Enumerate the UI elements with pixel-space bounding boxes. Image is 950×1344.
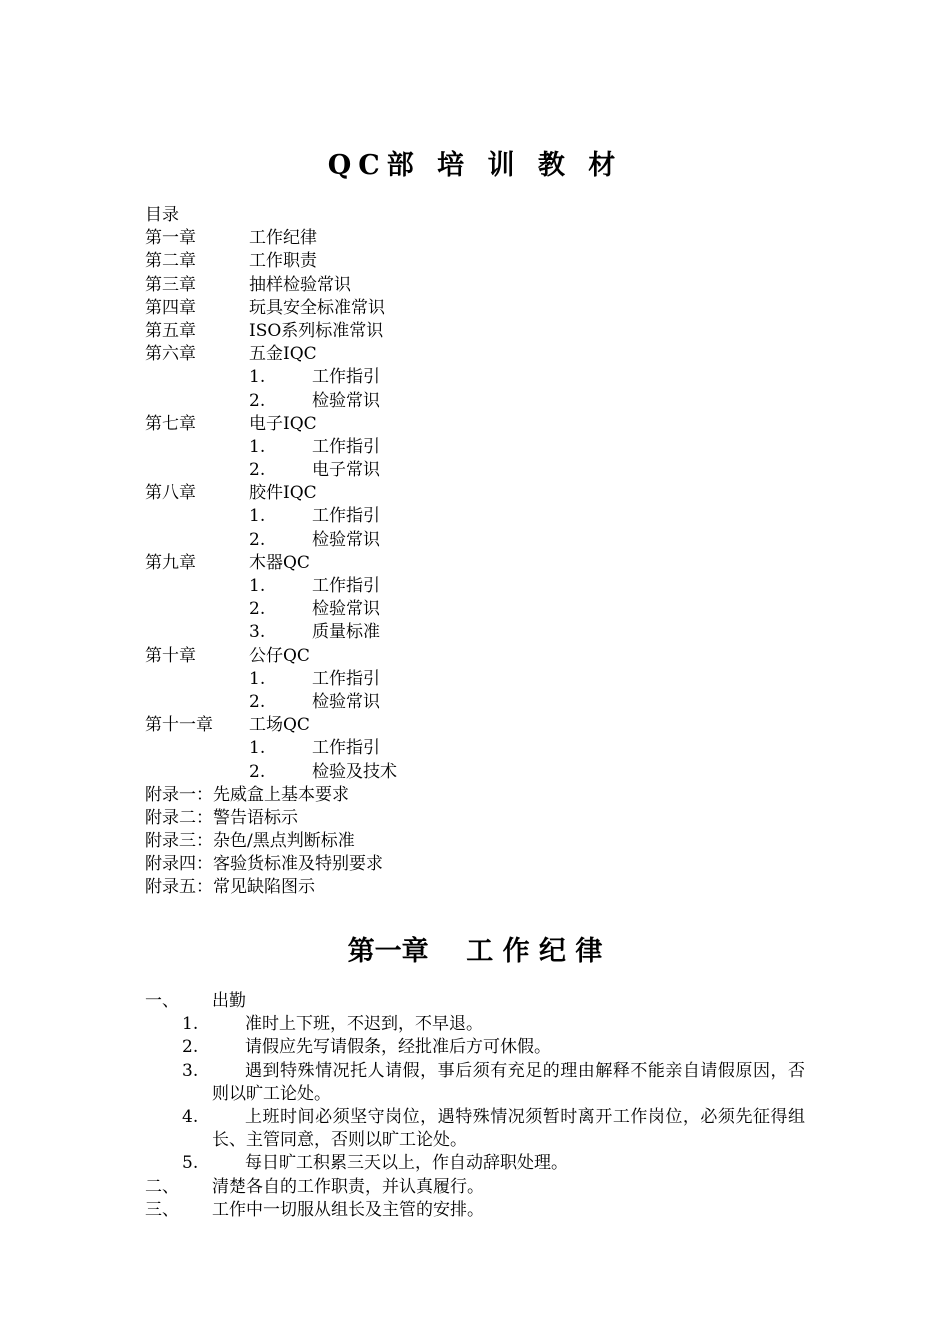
- toc-sub-title: 工作指引: [312, 738, 380, 759]
- toc-sub-number: 2.: [249, 691, 266, 712]
- toc-chapter-title: 抽样检验常识: [249, 274, 351, 295]
- section-number: 一、: [145, 991, 179, 1011]
- toc-chapter-number: 第十章: [145, 645, 196, 666]
- toc-chapter-title: 工作职责: [249, 251, 317, 272]
- toc-appendix-label: 附录四：客验货标准及特别要求: [145, 854, 383, 875]
- toc-sub-title: 检验常识: [312, 599, 380, 620]
- toc-sub-title: 检验及技术: [312, 761, 397, 782]
- rule-text: 上班时间必须坚守岗位，遇特殊情况须暂时离开工作岗位，必须先征得组长、主管同意，否则以旷工论处。: [212, 1107, 805, 1151]
- chapter-title: 第一章 工 作 纪 律: [347, 936, 603, 967]
- toc-chapter-title: 电子IQC: [249, 413, 317, 434]
- toc-chapter-number: 第六章: [145, 344, 196, 365]
- toc-chapter-number: 第九章: [145, 552, 196, 573]
- toc-chapter-title: 公仔QC: [249, 645, 310, 666]
- toc-sub-number: 2.: [249, 599, 266, 620]
- toc-chapter-title: 木器QC: [249, 552, 310, 573]
- toc-sub-title: 电子常识: [312, 460, 380, 481]
- rule-number: 2.: [182, 1037, 199, 1058]
- toc-chapter-title: 五金IQC: [249, 344, 317, 365]
- rule-item: [145, 1060, 805, 1106]
- toc-sub-title: 检验常识: [312, 529, 380, 550]
- section-item: [145, 990, 805, 1013]
- toc-sub-title: 检验常识: [312, 691, 380, 712]
- toc-sub-number: 1.: [249, 576, 266, 596]
- toc-heading-label: 目录: [145, 205, 179, 225]
- toc-appendix-label: 附录三：杂色/黑点判断标准: [145, 831, 355, 852]
- rule-number: 3.: [182, 1060, 199, 1081]
- toc-sub-number: 1.: [249, 738, 266, 759]
- toc-sub-title: 质量标准: [312, 622, 380, 643]
- toc-appendix-label: 附录一：先威盒上基本要求: [145, 784, 349, 805]
- toc-chapter-number: 第四章: [145, 297, 196, 318]
- toc-sub-number: 2.: [249, 529, 266, 550]
- toc-chapter-number: 第十一章: [145, 715, 213, 736]
- toc-sub-number: 1.: [249, 367, 266, 388]
- rule-item: [145, 1106, 805, 1152]
- toc-chapter-title: 工场QC: [249, 715, 310, 736]
- rule-text: 准时上下班，不迟到，不早退。: [245, 1014, 483, 1035]
- rule-item: [145, 1152, 805, 1175]
- toc-sub-number: 2.: [249, 460, 266, 481]
- section-number: 三、: [145, 1199, 179, 1220]
- section-number: 二、: [145, 1176, 179, 1197]
- toc-sub-number: 1.: [249, 506, 266, 527]
- toc-chapter-number: 第二章: [145, 251, 196, 272]
- toc-sub-title: 工作指引: [312, 668, 380, 689]
- toc-sub-title: 工作指引: [312, 367, 380, 388]
- rule-item: [145, 1036, 805, 1059]
- section-item: [145, 1176, 805, 1199]
- toc-sub-number: 1.: [249, 436, 266, 457]
- section-text: 清楚各自的工作职责，并认真履行。: [212, 1176, 484, 1197]
- toc-chapter-title: 工作纪律: [249, 228, 317, 249]
- chapter-body: [145, 990, 805, 1222]
- rule-item: [145, 1013, 805, 1036]
- section-text: 工作中一切服从组长及主管的安排。: [212, 1199, 484, 1220]
- toc-chapter-number: 第八章: [145, 483, 196, 504]
- section-text: 出勤: [212, 991, 246, 1011]
- toc-appendix-label: 附录五：常见缺陷图示: [145, 877, 315, 898]
- document-title: QC部 培 训 教 材: [327, 150, 623, 181]
- toc-sub-title: 工作指引: [312, 506, 380, 527]
- toc-chapter-number: 第三章: [145, 274, 196, 295]
- rule-number: 5.: [182, 1153, 199, 1174]
- toc-appendix-label: 附录二：警告语标示: [145, 807, 298, 828]
- toc-chapter-number: 第七章: [145, 413, 196, 434]
- toc-sub-number: 3.: [249, 622, 266, 643]
- toc-chapter-title: ISO系列标准常识: [249, 320, 384, 341]
- rule-number: 4.: [182, 1107, 199, 1128]
- toc-sub-number: 2.: [249, 390, 266, 411]
- toc-sub-title: 工作指引: [312, 436, 380, 457]
- toc-sub-title: 检验常识: [312, 390, 380, 411]
- rule-text: 请假应先写请假条，经批准后方可休假。: [245, 1037, 551, 1058]
- toc-sub-number: 1.: [249, 668, 266, 689]
- toc-chapter-number: 第一章: [145, 228, 196, 249]
- toc-chapter-title: 玩具安全标准常识: [249, 297, 385, 318]
- section-item: [145, 1199, 805, 1222]
- toc-sub-title: 工作指引: [312, 576, 380, 596]
- rule-number: 1.: [182, 1014, 199, 1035]
- toc-sub-number: 2.: [249, 761, 266, 782]
- toc-chapter-number: 第五章: [145, 320, 196, 341]
- rule-text: 遇到特殊情况托人请假，事后须有充足的理由解释不能亲自请假原因，否则以旷工论处。: [212, 1060, 805, 1104]
- rule-text: 每日旷工积累三天以上，作自动辞职处理。: [245, 1153, 568, 1174]
- toc-chapter-title: 胶件IQC: [249, 483, 317, 504]
